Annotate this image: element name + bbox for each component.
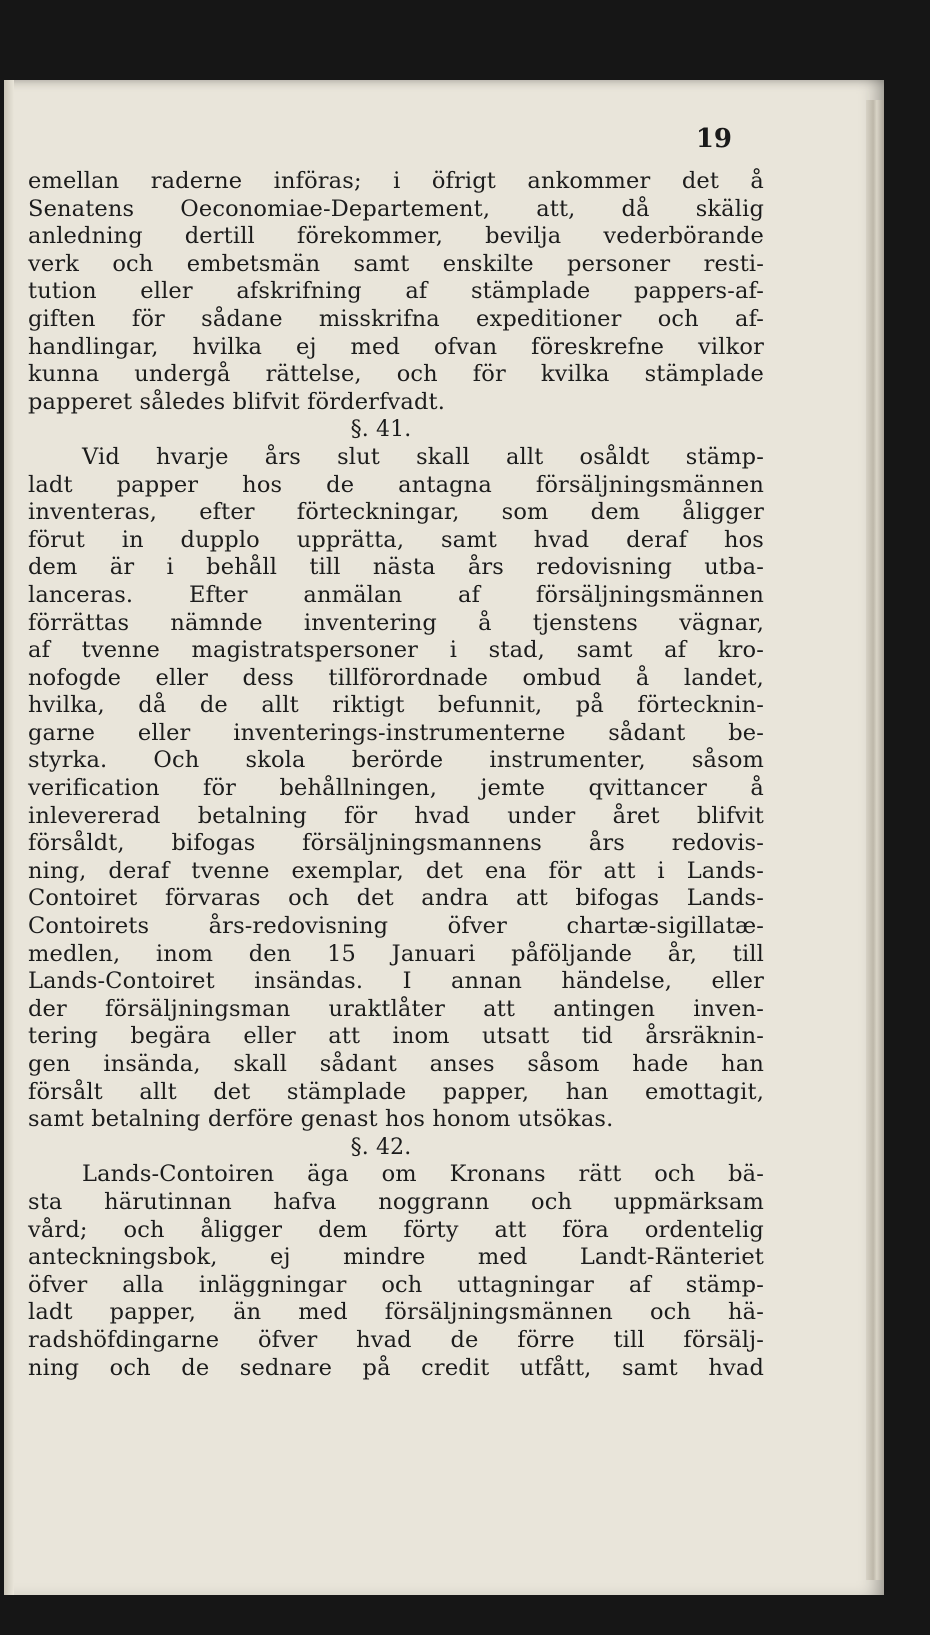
text-line: ladt papper hos de antagna försäljningsmännen	[28, 471, 764, 498]
text-line: gen insända, skall sådant anses såsom hade han	[28, 1051, 764, 1077]
text-line: emellan raderne införas; i öfrigt ankommer det å	[28, 168, 764, 194]
page-text	[28, 168, 764, 1382]
text-line: kunna undergå rättelse, och för kvilka stämplade	[28, 361, 764, 388]
text-line: lanceras. Efter anmälan af försäljningsmännen	[28, 581, 764, 608]
text-line: öfver alla inläggningar och uttagningar af stämp-	[28, 1271, 764, 1298]
text-line: garne eller inventerings-instrumenterne sådant be-	[28, 719, 764, 746]
text-line: af tvenne magistratspersoner i stad, samt af kro-	[28, 637, 764, 664]
section-41-paragraph	[28, 444, 764, 1134]
text-line: anledning dertill förekommer, bevilja vederbörande	[28, 223, 764, 250]
text-line: förut in dupplo upprätta, samt hvad deraf hos	[28, 526, 764, 553]
text-line: försålt allt det stämplade papper, han emottagit,	[28, 1078, 764, 1105]
text-line: verk och embetsmän samt enskilte personer resti-	[28, 250, 764, 277]
text-line: ladt papper, än med försäljningsmännen och hä-	[28, 1299, 764, 1326]
text-line: samt betalning derföre genast hos honom utsökas.	[28, 1106, 614, 1133]
section-heading-42: §. 42.	[350, 1134, 412, 1160]
page-number: 19	[695, 124, 732, 154]
text-line: sta härutinnan hafva noggrann och uppmärksam	[28, 1188, 764, 1215]
text-line: der försäljningsman uraktlåter att antingen inven-	[28, 995, 764, 1022]
book-page	[4, 80, 884, 1595]
page-spine-edge	[866, 100, 884, 1580]
text-line: förrättas nämnde inventering å tjenstens vägnar,	[28, 609, 764, 636]
text-line: Senatens Oeconomiae-Departement, att, då skälig	[28, 195, 764, 222]
paragraph-continued	[28, 168, 764, 416]
text-line: radshöfdingarne öfver hvad de förre till försälj-	[28, 1326, 764, 1353]
text-line: nofogde eller dess tillförordnade ombud å landet,	[28, 664, 764, 691]
text-line: anteckningsbok, ej mindre med Landt-Ränteriet	[28, 1244, 764, 1271]
text-line: Contoirets års-redovisning öfver chartæ-sigillatæ-	[28, 913, 764, 940]
text-line: ning och de sednare på credit utfått, samt hvad	[28, 1354, 764, 1381]
text-line: styrka. Och skola berörde instrumenter, såsom	[28, 747, 764, 774]
text-line: papperet således blifvit förderfvadt.	[28, 388, 446, 415]
text-line: Vid hvarje års slut skall allt osåldt stämp-	[82, 443, 764, 470]
text-line: Contoiret förvaras och det andra att bifogas Lands-	[28, 885, 764, 912]
text-line: Lands-Contoiret insändas. I annan händelse, eller	[28, 968, 764, 995]
text-line: ning, deraf tvenne exemplar, det ena för att i Lands-	[28, 857, 764, 884]
text-line: medlen, inom den 15 Januari påföljande år, till	[28, 940, 764, 967]
text-line: vård; och åligger dem förty att föra ordentelig	[28, 1216, 764, 1243]
text-line: tution eller afskrifning af stämplade pappers-af-	[28, 278, 764, 305]
text-line: handlingar, hvilka ej med ofvan föreskrefne vilkor	[28, 333, 764, 360]
text-line: Lands-Contoiren äga om Kronans rätt och bä-	[82, 1161, 764, 1188]
section-heading-41: §. 41.	[350, 417, 412, 443]
text-line: giften för sådane misskrifna expeditioner och af-	[28, 305, 764, 332]
text-line: tering begära eller att inom utsatt tid årsräknin-	[28, 1023, 764, 1050]
page-left-edge	[4, 80, 14, 1595]
text-line: inventeras, efter förteckningar, som dem åligger	[28, 499, 764, 526]
text-line: dem är i behåll till nästa års redovisning utba-	[28, 554, 764, 581]
text-line: verification för behållningen, jemte qvittancer å	[28, 775, 764, 802]
text-line: försåldt, bifogas försäljningsmannens års redovis-	[28, 830, 764, 857]
text-line: inlevererad betalning för hvad under året blifvit	[28, 802, 764, 829]
section-42-paragraph	[28, 1161, 764, 1382]
text-line: hvilka, då de allt riktigt befunnit, på förtecknin-	[28, 692, 764, 719]
